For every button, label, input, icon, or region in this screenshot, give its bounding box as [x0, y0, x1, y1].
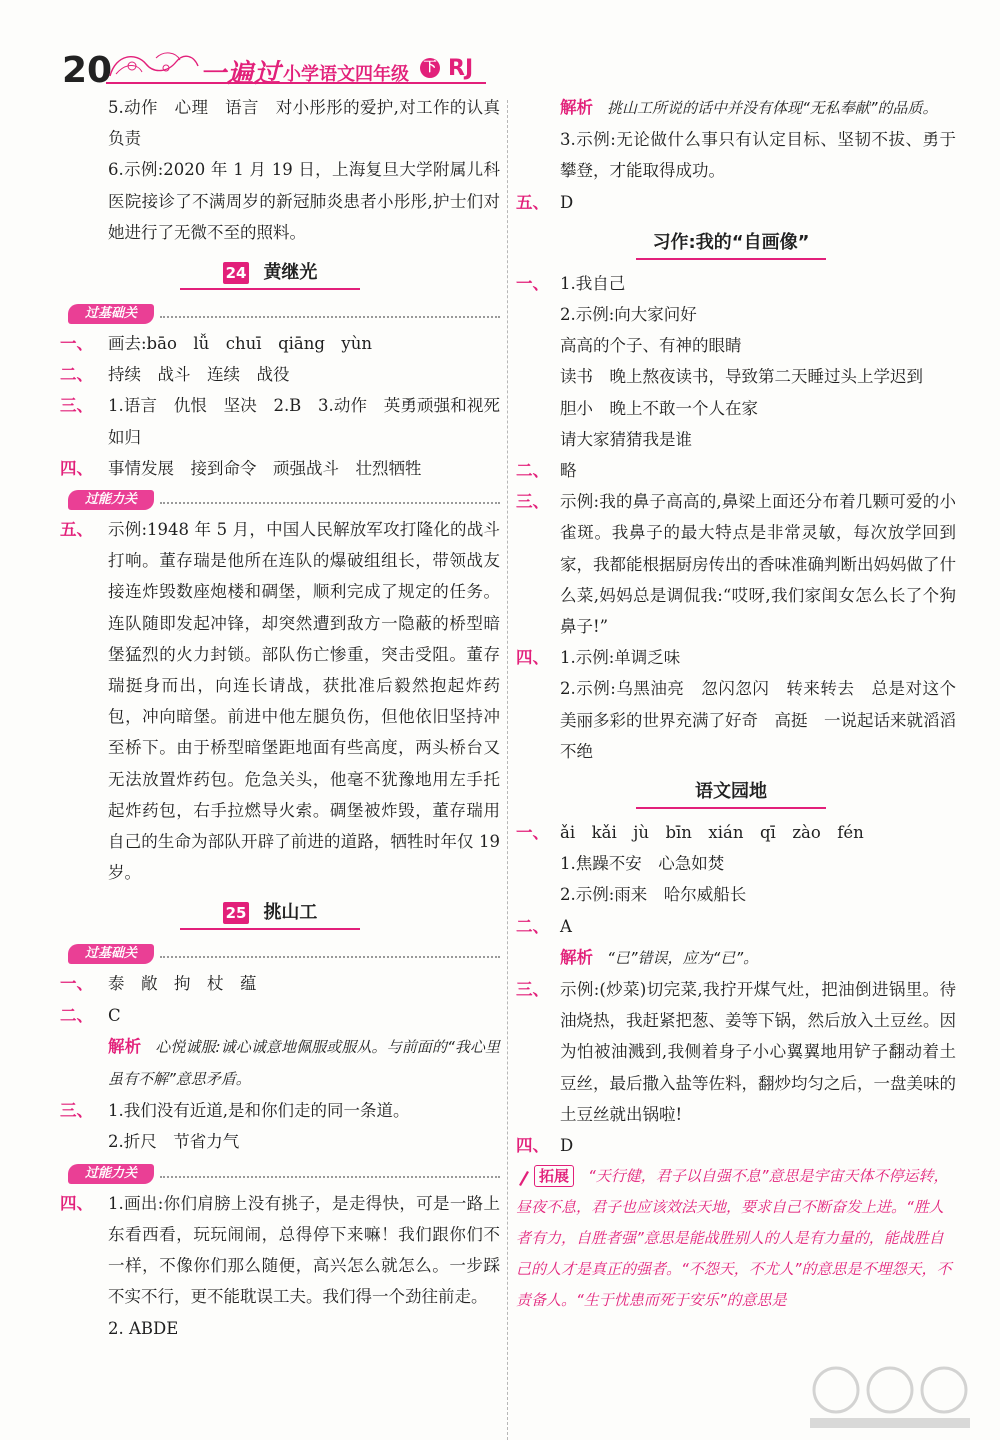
level-banner: 过基础关	[60, 298, 500, 328]
header-rule	[106, 82, 486, 84]
level-banner: 过基础关	[60, 938, 500, 968]
answer-line: 2. ABDE	[108, 1318, 179, 1338]
watermark-logo	[800, 1360, 980, 1432]
answer-line: 6.示例:2020 年 1 月 19 日，上海复旦大学附属儿科医院接诊了不满周岁的新冠肺炎患者小彤彤,护士们对她进行了无微不至的照料。	[108, 160, 500, 242]
extension-note: 拓展 “天行健，君子以自强不息”意思是宇宙天体不停运转，昼夜不息，君子也应该效法天地，要求自己不断奋发上进。“胜人者有力，自胜者强”意思是能战胜别人的人是有力量的，能战胜自己的人才是真正的强者。“不怨天，不尤人”的意思是不埋怨天，不责备人。“生于忧患而死于安乐”的意思是	[516, 1167, 952, 1310]
answer-line: 5.动作 心理 语言 对小彤彤的爱护,对工作的认真负责	[108, 98, 500, 149]
lesson-title: 黄继光	[263, 262, 318, 284]
answer-line: 请大家猜猜我是谁	[560, 429, 692, 449]
answer-line: 高高的个子、有神的眼睛	[560, 336, 742, 356]
lesson-title: 挑山工	[263, 902, 318, 924]
question-item: 五、 D	[516, 192, 574, 212]
answer-line: 3.示例:无论做什么事只有认定目标、坚韧不拔、勇于攀登，才能取得成功。	[560, 130, 956, 181]
question-item: 一、 泰 敞 拘 杖 蕴	[60, 974, 257, 994]
question-item: 三、 示例:我的鼻子高高的,鼻梁上面还分布着几颗可爱的小雀斑。我鼻子的最大特点是非常灵敏，每次放学回到家，我都能根据厨房传出的香味准确判断出妈妈做了什么菜,妈妈总是调侃我:“哎呀,我们家闺女怎么长了个狗鼻子!”	[516, 492, 956, 637]
question-item: 四、 1.示例:单调乏味	[516, 648, 681, 668]
page-number: 20	[62, 50, 113, 91]
lesson-25-heading	[60, 892, 500, 936]
question-item: 五、 示例:1948 年 5 月，中国人民解放军攻打隆化的战斗打响。董存瑞是他所在连队的爆破组组长，带领战友接连炸毁数座炮楼和碉堡，顺利完成了规定的任务。连队随即发起冲锋，却突然遭到敌方一隐蔽的桥型暗堡猛烈的火力封锁。部队伤亡惨重，突击受阻。董存瑞挺身而出，向连长请战，获批准后毅然抱起炸药包，冲向暗堡。前进中他左腿负伤，但他依旧坚持冲至桥下。由于桥型暗堡距地面有些高度，两头桥台又无法放置炸药包。危急关头，他毫不犹豫地用左手托起炸药包，右手拉燃导火索。碉堡被炸毁，董存瑞用自己的生命为部队开辟了前进的道路，牺牲时年仅 19 岁。	[60, 520, 500, 883]
question-item: 四、 D	[516, 1136, 574, 1156]
question-item: 二、 持续 战斗 连续 战役	[60, 365, 290, 385]
analysis-note: 解析 心悦诚服:诚心诚意地佩服或服从。与前面的“我心里虽有不解”意思矛盾。	[108, 1036, 501, 1089]
page-header	[0, 0, 1000, 100]
right-column	[516, 92, 956, 1316]
lesson-number: 24	[223, 262, 250, 284]
garden-heading: 语文园地	[516, 771, 956, 815]
question-item: 三、 1.语言 仇恨 坚决 2.B 3.动作 英勇顽强和视死如归	[60, 396, 500, 447]
answer-line: 2.折尺 节省力气	[108, 1132, 240, 1152]
edition-label: RJ	[448, 56, 474, 81]
question-item: 一、 画去:bāo lǚ chuī qiāng yùn	[60, 334, 373, 354]
question-item: 四、 事情发展 接到命令 顽强战斗 壮烈牺牲	[60, 458, 422, 478]
subject-label: 小学语文四年级	[283, 64, 409, 85]
question-item: 二、 C	[60, 1005, 121, 1025]
question-item: 二、 A	[516, 916, 572, 936]
question-item: 三、 1.我们没有近道,是和你们走的同一条道。	[60, 1101, 410, 1121]
level-banner: 过能力关	[60, 1158, 500, 1188]
analysis-note: 解析 “已”错误，应为“已”。	[560, 947, 759, 967]
volume-badge: 下	[420, 58, 440, 78]
question-item: 四、 1.画出:你们肩膀上没有挑子，是走得快，可是一路上东看西看，玩玩闹闹，总得停下来嘛！我们跟你们不一样，不像你们那么随便，高兴怎么就怎么。一步踩不实不行，更不能耽误工夫。我们得一个劲往前走。	[60, 1193, 500, 1307]
answer-line: 读书 晚上熬夜读书，导致第二天睡过头上学迟到	[560, 367, 923, 387]
analysis-note: 解析 挑山工所说的话中并没有体现“无私奉献”的品质。	[560, 98, 938, 117]
essay-heading: 习作:我的“自画像”	[516, 222, 956, 266]
lesson-number: 25	[223, 902, 250, 924]
left-column	[60, 92, 500, 1344]
answer-line: 2.示例:向大家问好	[560, 305, 697, 325]
pen-icon	[516, 1167, 530, 1187]
answer-line: 1.焦躁不安 心急如焚	[560, 854, 725, 874]
answer-line: 胆小 晚上不敢一个人在家	[560, 398, 758, 418]
question-item: 一、 ǎi kǎi jù bīn xián qī zào fén	[516, 823, 864, 843]
lesson-24-heading	[60, 252, 500, 296]
brand-logo: 一遍过	[200, 59, 282, 89]
question-item: 二、 略	[516, 461, 577, 481]
level-banner: 过能力关	[60, 484, 500, 514]
column-divider	[507, 100, 508, 1440]
answer-line: 2.示例:雨来 哈尔威船长	[560, 885, 747, 905]
answer-line: 2.示例:乌黑油亮 忽闪忽闪 转来转去 总是对这个美丽多彩的世界充满了好奇 高挺 一说起话来就滔滔不绝	[560, 679, 956, 761]
decorative-swirl-icon	[106, 48, 201, 82]
question-item: 一、 1.我自己	[516, 273, 626, 293]
question-item: 三、 示例:(炒菜)切完菜,我拧开煤气灶，把油倒进锅里。待油烧热，我赶紧把葱、姜等下锅，然后放入土豆丝。因为怕被油溅到,我侧着身子小心翼翼地用铲子翻动着土豆丝，最后撒入盐等佐料，翻炒均匀之后，一盘美味的土豆丝就出锅啦!	[516, 980, 956, 1124]
